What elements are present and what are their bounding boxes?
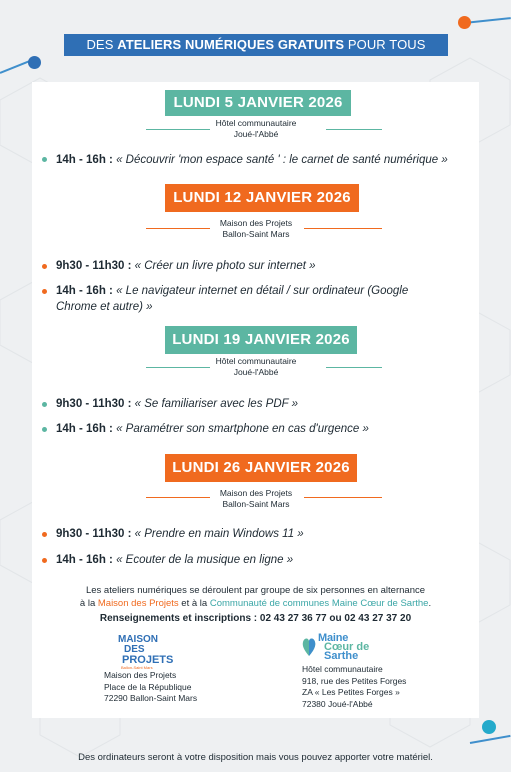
address-line: ZA « Les Petites Forges » <box>302 687 400 697</box>
header-suffix: POUR TOUS <box>344 37 426 52</box>
workshop-title: « Paramétrer son smartphone en cas d'urgence » <box>116 423 369 435</box>
workshop-title: « Prendre en main Windows 11 » <box>134 528 304 540</box>
workshop-item <box>56 552 476 568</box>
session-date-badge: LUNDI 26 JANVIER 2026 <box>165 454 357 482</box>
workshop-item <box>56 258 476 274</box>
workshop-time: 14h - 16h : <box>56 554 117 566</box>
address-line: Place de la République <box>104 681 192 692</box>
workshop-item <box>56 526 476 542</box>
logo-text: Cœur de <box>324 641 370 653</box>
workshop-title: « Ecouter de la musique en ligne » <box>116 554 294 566</box>
workshop-item <box>56 152 476 168</box>
decoration-line <box>464 17 511 24</box>
venue-line: Joué-l'Abbé <box>233 367 279 377</box>
bullet <box>42 402 47 407</box>
bullet <box>42 289 47 294</box>
decoration-dot-orange <box>458 16 471 29</box>
venue-line: Maison des Projets <box>219 218 293 228</box>
divider <box>146 497 210 498</box>
workshop-title: « Se familiariser avec les PDF » <box>134 398 299 410</box>
address-line: Maison des Projets <box>104 670 177 680</box>
divider <box>304 228 382 229</box>
workshop-time: 9h30 - 11h30 : <box>56 528 135 540</box>
maison-des-projets-logo <box>118 634 174 670</box>
logo-text: Ballon-Saint Mars <box>121 665 153 670</box>
decoration-line <box>470 735 511 744</box>
bullet <box>42 157 47 162</box>
header-bold: ATELIERS NUMÉRIQUES GRATUITS <box>117 37 345 52</box>
logo-text: MAISON <box>118 634 158 645</box>
info-block <box>32 584 479 625</box>
decoration-dot-blue <box>28 56 41 69</box>
workshop-title: « Le navigateur internet en détail / sur ordinateur (Google <box>116 285 409 297</box>
divider <box>326 129 382 130</box>
maison-des-projets-link[interactable]: Maison des Projets <box>97 598 179 609</box>
decoration-line <box>0 59 34 74</box>
session-date-badge: LUNDI 5 JANVIER 2026 <box>165 90 351 116</box>
logo-text: DES <box>124 644 145 655</box>
session-venue <box>206 488 306 510</box>
logo-text: PROJETS <box>122 654 174 666</box>
address-line: 918, rue des Petites Forges <box>302 675 407 686</box>
header-prefix: DES <box>86 37 118 52</box>
session-venue <box>206 118 306 140</box>
logo-text: Sarthe <box>324 650 359 662</box>
info-text: . <box>428 598 432 609</box>
communaute-link[interactable]: Communauté de communes Maine Cœur de Sarthe <box>209 598 429 609</box>
workshop-title: « Découvrir 'mon espace santé ' : le carnet de santé numérique » <box>116 154 448 166</box>
info-text: et à la <box>178 598 210 609</box>
maine-coeur-de-sarthe-logo <box>302 632 382 662</box>
hotel-communautaire-address <box>302 664 406 710</box>
bullet <box>42 264 47 269</box>
session-date-badge: LUNDI 19 JANVIER 2026 <box>165 326 357 354</box>
address-line: 72380 Joué-l'Abbé <box>302 698 373 709</box>
divider <box>304 497 382 498</box>
address-line: 72290 Ballon-Saint Mars <box>104 693 198 703</box>
header-banner <box>64 34 448 56</box>
address-line: Hôtel communautaire <box>302 664 383 674</box>
heart-icon <box>302 634 316 658</box>
venue-line: Hôtel communautaire <box>215 118 297 128</box>
workshop-item <box>56 283 468 315</box>
workshop-time: 9h30 - 11h30 : <box>56 398 135 410</box>
workshop-time: 9h30 - 11h30 : <box>56 260 135 272</box>
bullet <box>42 532 47 537</box>
workshop-item <box>56 396 476 412</box>
info-line: Les ateliers numériques se déroulent par groupe de six personnes en alternance <box>85 585 426 596</box>
logo-text: Maine <box>318 632 349 644</box>
session-venue <box>206 218 306 240</box>
maison-des-projets-address <box>104 670 197 705</box>
workshop-time: 14h - 16h : <box>56 423 117 435</box>
session-date-badge: LUNDI 12 JANVIER 2026 <box>165 184 359 212</box>
contact-line: Renseignements et inscriptions : 02 43 27 36 77 ou 02 43 27 37 20 <box>99 613 412 624</box>
divider <box>146 367 210 368</box>
divider <box>326 367 382 368</box>
venue-line: Ballon-Saint Mars <box>222 499 290 509</box>
venue-line: Maison des Projets <box>219 488 293 498</box>
workshop-item <box>56 421 476 437</box>
venue-line: Joué-l'Abbé <box>233 129 279 139</box>
bullet <box>42 558 47 563</box>
decoration-dot-teal <box>482 720 496 734</box>
bullet <box>42 427 47 432</box>
workshop-time: 14h - 16h : <box>56 285 117 297</box>
venue-line: Ballon-Saint Mars <box>222 229 290 239</box>
workshop-title-continued: Chrome et autre) » <box>56 301 153 313</box>
divider <box>146 228 210 229</box>
footer-note: Des ordinateurs seront à votre disposition mais vous pouvez apporter votre matériel. <box>78 752 433 763</box>
info-line <box>32 597 479 610</box>
session-venue <box>206 356 306 378</box>
workshop-time: 14h - 16h : <box>56 154 117 166</box>
workshop-title: « Créer un livre photo sur internet » <box>134 260 316 272</box>
venue-line: Hôtel communautaire <box>215 356 297 366</box>
divider <box>146 129 210 130</box>
info-text: à la <box>79 598 98 609</box>
